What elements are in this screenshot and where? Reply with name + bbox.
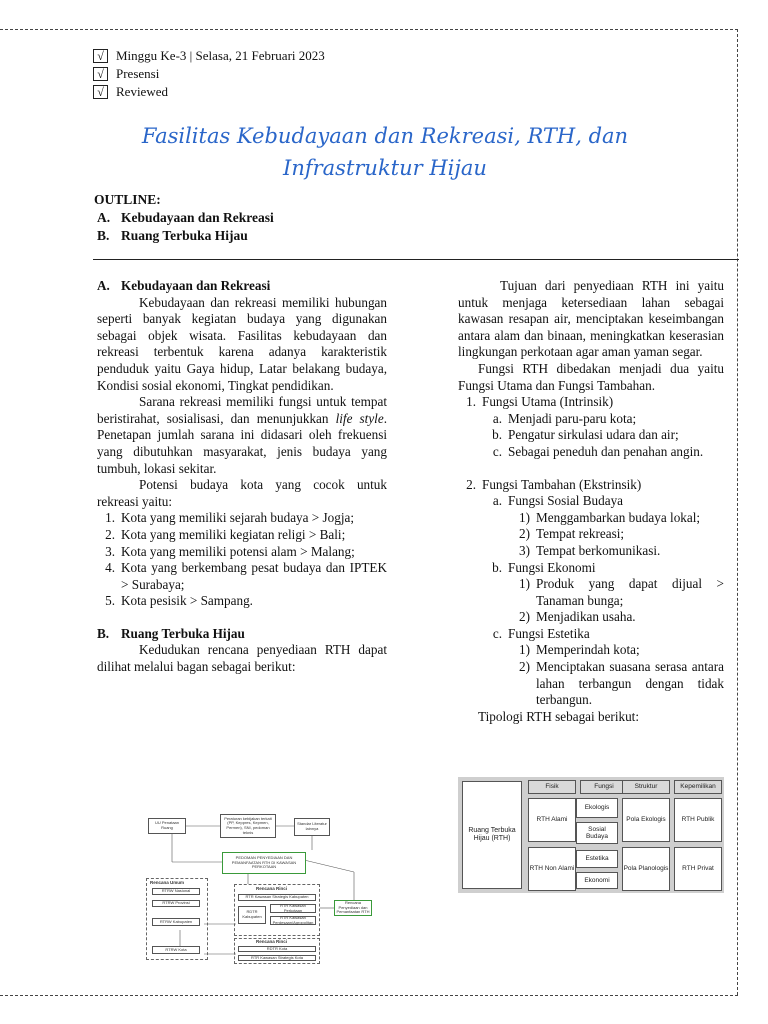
typology-cell: RTH Alami [528, 798, 576, 842]
list-item [97, 510, 387, 527]
outline-letter: A. [97, 210, 111, 225]
list-number: b. [492, 427, 502, 443]
diagram-box-pedoman: PEDOMAN PENYEDIAAN DAN PEMANFAATAN RTH DI KAWASAN PERKOTAAN [222, 852, 306, 874]
paragraph-emphasis: life style [335, 410, 384, 426]
section-letter: A. [97, 278, 110, 293]
diagram-label: Rencana Rinci [256, 886, 288, 891]
list-text: Kota pesisik > Sampang. [121, 593, 253, 609]
section-heading-b [97, 626, 387, 643]
outline-item [94, 227, 274, 245]
diagram-box-standar: Standar Literatur lainnya [294, 818, 330, 836]
paragraph-text: . Penetapan jumlah sarana ini didasari oleh frekuensi yang dibutuhkan masyarakat, jenis budaya yang tumbuh, lokasi sekitar. [97, 410, 387, 476]
checkbox[interactable]: √ [93, 49, 108, 63]
diagram-box: RTR Kawasan Perkotaan [270, 904, 316, 913]
section-letter: B. [97, 625, 110, 641]
list-item [512, 659, 724, 709]
list-number: 2) [519, 526, 530, 542]
title-line-1: Fasilitas Kebudayaan dan Rekreasi, RTH, dan [141, 124, 629, 148]
list-text: Menciptakan suasana serasa antara lahan terbangun dengan tidak terbangun. [536, 659, 724, 708]
section-title: Ruang Terbuka Hijau [121, 625, 245, 641]
list-item [484, 427, 724, 444]
list-text: Tempat rekreasi; [536, 526, 625, 542]
diagram-box-rencana-penyediaan: Rencana Penyediaan dan Pemanfaatan RTH [334, 900, 372, 916]
paragraph [97, 394, 387, 477]
diagram-box: RTRW Nasional [152, 888, 200, 895]
paragraph: Tujuan dari penyediaan RTH ini yaitu untuk menjaga ketersediaan lahan sebagai kawasan resapan air, menciptakan keseimbangan antara alam dan binaan, meningkatkan keserasian lingkungan perkotaan agar aman yaman segar. [458, 278, 724, 360]
checklist-item [93, 47, 325, 65]
page-border-right [737, 29, 738, 995]
list-number: a. [492, 410, 502, 426]
checklist-label: Minggu Ke-3 | Selasa, 21 Februari 2023 [116, 48, 325, 63]
list-item [484, 493, 724, 510]
list-text: Kota yang memiliki sejarah budaya > Jogja; [121, 510, 355, 526]
diagram-box: RTR Kawasan Perdesaan/Agropolitan [270, 916, 316, 925]
list-text: Tempat berkomunikasi. [536, 542, 661, 558]
checklist-item [93, 65, 325, 83]
typology-cell: Pola Planologis [622, 847, 670, 891]
checklist [93, 47, 325, 101]
list-text: Pengatur sirkulasi udara dan air; [508, 427, 679, 443]
page-border-bottom [0, 995, 738, 996]
list-number: a. [492, 493, 502, 509]
diagram-box: RTR Kawasan Strategis Kota [238, 955, 316, 961]
list-text: Kota yang berkembang pesat budaya dan IPTEK > Surabaya; [121, 560, 387, 592]
list-number: 2. [105, 526, 115, 542]
paragraph: Kedudukan rencana penyediaan RTH dapat dilihat melalui bagan sebagai berikut: [97, 642, 387, 675]
list-number: 1) [519, 576, 530, 592]
title-line-2: Infrastruktur Hijau [283, 156, 487, 180]
list-item [97, 527, 387, 544]
outline-item [94, 209, 274, 227]
outline-text: Kebudayaan dan Rekreasi [121, 210, 274, 225]
list-text: Fungsi Utama (Intrinsik) [482, 394, 614, 410]
list-number: 3. [105, 543, 115, 559]
list-item [484, 626, 724, 643]
typology-cell: RTH Non Alami [528, 847, 576, 891]
list-item [97, 544, 387, 561]
list-number: 4. [105, 560, 115, 576]
function-list [458, 394, 724, 709]
typology-cell: Pola Ekologis [622, 798, 670, 842]
paragraph: Potensi budaya kota yang cocok untuk rekreasi yaitu: [97, 477, 387, 509]
list-text: Menjadikan usaha. [536, 609, 636, 625]
diagram-label: Rencana Rinci [256, 939, 288, 944]
section-title: Kebudayaan dan Rekreasi [121, 278, 271, 293]
checkbox[interactable]: √ [93, 85, 108, 99]
paragraph-text: Sarana rekreasi memiliki fungsi untuk tempat beristirahat, sosialisasi, dan menunjukkan [97, 394, 387, 426]
checklist-item [93, 83, 325, 101]
list-text: Memperindah kota; [536, 642, 640, 658]
list-item [484, 560, 724, 577]
list-text: Menggambarkan budaya lokal; [536, 509, 701, 525]
diagram-box: RDTR Kota [238, 946, 316, 952]
list-item [458, 461, 724, 477]
list-item [512, 609, 724, 626]
typology-header: Fungsi [580, 780, 628, 794]
list-text: Kota yang memiliki kegiatan religi > Bali; [121, 526, 346, 542]
list-text: Menjadi paru-paru kota; [508, 410, 637, 426]
list-number: 1. [105, 510, 115, 526]
list-text: Sebagai peneduh dan penahan angin. [508, 443, 704, 459]
section-heading-a [97, 278, 387, 295]
list-number: 5. [105, 593, 115, 609]
rth-typology-table [458, 777, 724, 893]
typology-cell: RTH Privat [674, 847, 722, 891]
list-item [97, 560, 387, 593]
typology-header: Kepemilikan [674, 780, 722, 794]
diagram-box: RTRW Provinsi [152, 900, 200, 907]
diagram-box-uu: UU Penataan Ruang [148, 818, 186, 834]
document-title [100, 120, 670, 184]
rth-position-diagram [144, 812, 374, 966]
page-border-top [0, 29, 738, 30]
paragraph: Tipologi RTH sebagai berikut: [478, 708, 639, 724]
list-item [512, 576, 724, 609]
typology-root: Ruang Terbuka Hijau (RTH) [462, 781, 522, 889]
checkbox[interactable]: √ [93, 67, 108, 81]
list-number: 2) [519, 609, 530, 625]
outline-text: Ruang Terbuka Hijau [121, 228, 248, 243]
list-number: 3) [519, 542, 530, 558]
list-number: c. [492, 443, 502, 459]
diagram-box-peraturan: Peraturan kebijakan terkait (PP, Keppres, Kepmen, Permen), SNI, pedoman teknis [220, 814, 276, 838]
list-text: Fungsi Sosial Budaya [508, 493, 624, 509]
list-text: Fungsi Ekonomi [508, 559, 596, 575]
outline-letter: B. [97, 228, 110, 243]
list-text: Produk yang dapat dijual > Tanaman bunga; [536, 576, 724, 608]
diagram-box: RTR Kawasan Strategis Kabupaten [238, 894, 316, 901]
list-number: 1) [519, 509, 530, 525]
left-column [97, 278, 387, 676]
list-number: 1) [519, 642, 530, 658]
section-divider [93, 259, 739, 260]
typology-cell: Estetika [576, 850, 618, 868]
list-number: c. [492, 625, 502, 641]
list-item [512, 526, 724, 543]
list-number: b. [492, 559, 502, 575]
typology-cell: Ekologis [576, 798, 618, 818]
list-text: Fungsi Estetika [508, 625, 590, 641]
typology-header: Struktur [622, 780, 670, 794]
list-item [484, 411, 724, 428]
typology-cell: RTH Publik [674, 798, 722, 842]
list-number: 2) [519, 659, 530, 675]
checklist-label: Presensi [116, 66, 160, 81]
right-column [458, 278, 724, 725]
typology-cell: Sosial Budaya [576, 822, 618, 844]
list-item [512, 642, 724, 659]
list-number: 2. [466, 476, 476, 492]
list-number: 1. [466, 394, 476, 410]
diagram-box: RTRW Kota [152, 946, 200, 954]
outline-heading: OUTLINE: [94, 192, 161, 207]
list-text: Kota yang memiliki potensi alam > Malang; [121, 543, 355, 559]
list-item [97, 593, 387, 610]
outline [94, 191, 274, 245]
list-item [458, 394, 724, 411]
list-item [512, 510, 724, 527]
paragraph: Fungsi RTH dibedakan menjadi dua yaitu Fungsi Utama dan Fungsi Tambahan. [458, 360, 724, 393]
typology-header: Fisik [528, 780, 576, 794]
typology-cell: Ekonomi [576, 872, 618, 889]
diagram-box: RDTR Kabupaten [238, 906, 266, 924]
list-item [484, 444, 724, 461]
diagram-box: RTRW Kabupaten [152, 918, 200, 926]
list-item [512, 543, 724, 560]
diagram-label: Rencana Umum [150, 880, 185, 885]
paragraph: Kebudayaan dan rekreasi memiliki hubungan seperti banyak kegiatan budaya yang digunakan sebagai objek wisata. Fasilitas kebudayaan dan rekreasi terbentuk karena adanya karakteristik penduduk yaitu Gaya hidup, Latar belakang budaya, Kondisi sosial ekonomi, Tingkat pendidikan. [97, 294, 387, 393]
list-text: Fungsi Tambahan (Ekstrinsik) [482, 476, 642, 492]
list-item [458, 477, 724, 494]
city-list [97, 510, 387, 610]
checklist-label: Reviewed [116, 84, 168, 99]
